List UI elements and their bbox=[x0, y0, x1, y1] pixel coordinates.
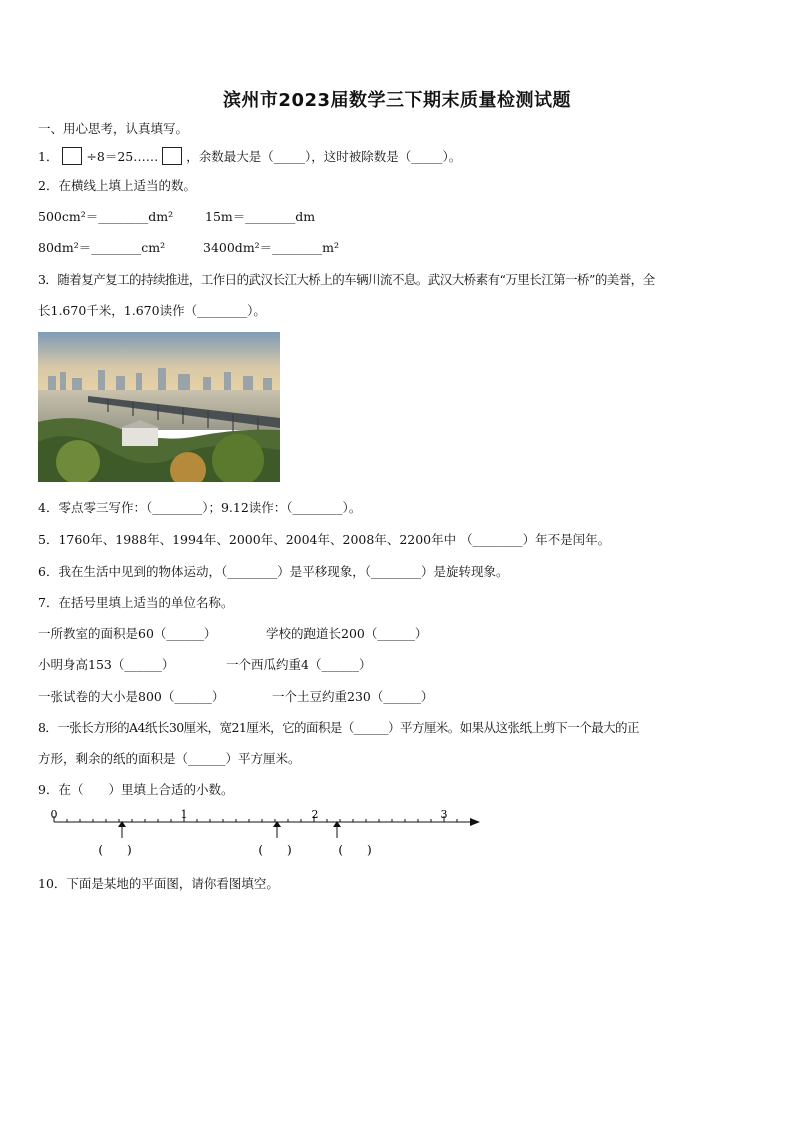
question-7: 7．在括号里填上适当的单位名称。 bbox=[38, 595, 234, 610]
question-number: 1． bbox=[38, 149, 59, 164]
tick-label: 1 bbox=[180, 808, 188, 821]
unit-item: 一个土豆约重230（______） bbox=[272, 689, 434, 704]
conversion-item: 3400dm²＝________m² bbox=[203, 240, 340, 255]
tick-label: 0 bbox=[50, 808, 58, 821]
answer-blank[interactable]: ( ) bbox=[338, 843, 372, 857]
conversion-item: 80dm²＝________cm² bbox=[38, 240, 166, 255]
answer-blank[interactable]: ( ) bbox=[98, 843, 132, 857]
question-1 bbox=[38, 147, 461, 165]
question-6: 6．我在生活中见到的物体运动，（________）是平移现象，（________）是旋转现象。 bbox=[38, 564, 509, 579]
answer-box[interactable] bbox=[162, 147, 182, 165]
tick-label: 3 bbox=[440, 808, 448, 821]
question-text: ÷8＝25…… bbox=[86, 149, 159, 164]
tick-label: 2 bbox=[311, 808, 319, 821]
question-8-line: 8．一张长方形的A4纸长30厘米，宽21厘米，它的面积是（______）平方厘米。如果从这张纸上剪下一个最大的正 bbox=[38, 720, 639, 735]
question-text: ，余数最大是（_____），这时被除数是（_____）。 bbox=[186, 149, 462, 164]
unit-item: 一所教室的面积是60（______） bbox=[38, 626, 217, 641]
unit-item: 一个西瓜约重4（______） bbox=[226, 657, 372, 672]
question-3-line: 长1.670千米，1.670读作（________）。 bbox=[38, 303, 266, 318]
question-10: 10．下面是某地的平面图，请你看图填空。 bbox=[38, 876, 279, 891]
conversion-item: 500cm²＝________dm² bbox=[38, 209, 174, 224]
answer-box[interactable] bbox=[62, 147, 82, 165]
number-line bbox=[40, 808, 490, 864]
question-8-line: 方形，剩余的纸的面积是（______）平方厘米。 bbox=[38, 751, 301, 766]
question-5: 5．1760年、1988年、1994年、2000年、2004年、2008年、2200年中 （________）年不是闰年。 bbox=[38, 532, 611, 547]
question-4: 4．零点零三写作：（________）；9.12读作：（________）。 bbox=[38, 500, 362, 515]
question-2: 2．在横线上填上适当的数。 bbox=[38, 178, 196, 193]
answer-blank[interactable]: ( ) bbox=[258, 843, 292, 857]
bridge-photo bbox=[38, 332, 280, 482]
question-9: 9．在（ ）里填上合适的小数。 bbox=[38, 782, 234, 797]
page-title: 滨州市2023届数学三下期末质量检测试题 bbox=[222, 90, 572, 111]
unit-item: 小明身高153（______） bbox=[38, 657, 175, 672]
question-3-line: 3．随着复产复工的持续推进，工作日的武汉长江大桥上的车辆川流不息。武汉大桥素有“万里长江第一桥”的美誉，全 bbox=[38, 272, 655, 287]
section-heading: 一、用心思考，认真填写。 bbox=[38, 121, 189, 136]
unit-item: 学校的跑道长200（______） bbox=[266, 626, 428, 641]
conversion-item: 15m＝________dm bbox=[205, 209, 316, 224]
unit-item: 一张试卷的大小是800（______） bbox=[38, 689, 225, 704]
